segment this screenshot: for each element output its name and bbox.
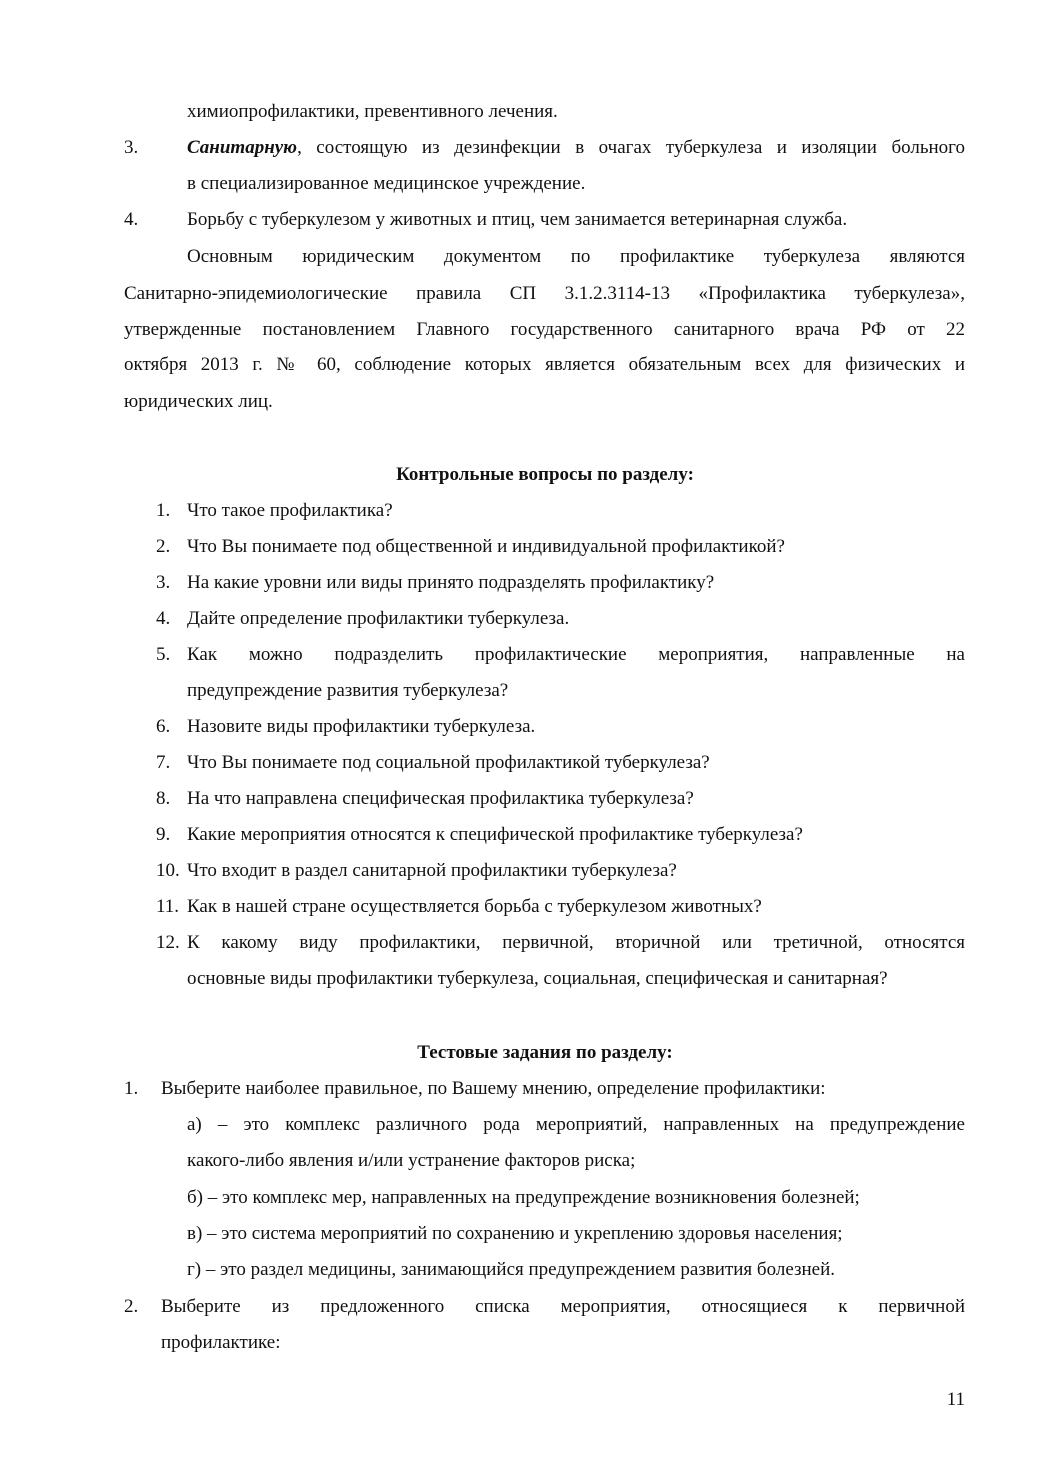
question-item: На какие уровни или виды принято подразделять профилактику? xyxy=(187,572,715,593)
paragraph-line-5: юридических лиц. xyxy=(124,391,273,412)
questions-heading: Контрольные вопросы по разделу: xyxy=(396,464,694,485)
question-item-cont: предупреждение развития туберкулеза? xyxy=(187,680,509,701)
test-question-1: Выберите наиболее правильное, по Вашему мнению, определение профилактики: xyxy=(161,1078,826,1099)
question-number: 4. xyxy=(156,608,171,629)
test-number-1: 1. xyxy=(124,1078,139,1099)
paragraph-line-4: октября 2013 г. № 60, соблюдение которых является обязательным всех для физических и xyxy=(124,354,965,375)
list-number-4: 4. xyxy=(124,209,139,230)
question-item: Какие мероприятия относятся к специфической профилактике туберкулеза? xyxy=(187,824,803,845)
question-number: 11. xyxy=(156,896,180,917)
test-question-2-line-1: Выберите из предложенного списка мероприятия, относящиеся к первичной xyxy=(161,1296,965,1317)
answer-b: б) – это комплекс мер, направленных на предупреждение возникновения болезней; xyxy=(187,1187,860,1208)
intro-item-3-cont: в специализированное медицинское учреждение. xyxy=(187,173,586,194)
question-item-cont: основные виды профилактики туберкулеза, социальная, специфическая и санитарная? xyxy=(187,968,888,989)
question-number: 2. xyxy=(156,536,171,557)
question-number: 6. xyxy=(156,716,171,737)
list-number-3: 3. xyxy=(124,137,139,158)
question-number: 8. xyxy=(156,788,171,809)
answer-a-line-1: а) – это комплекс различного рода мероприятий, направленных на предупреждение xyxy=(187,1114,965,1135)
answer-d: г) – это раздел медицины, занимающийся предупреждением развития болезней. xyxy=(187,1259,836,1280)
question-number: 5. xyxy=(156,644,171,665)
intro-item-3 xyxy=(187,136,965,160)
test-question-2-line-2: профилактике: xyxy=(161,1332,281,1353)
question-number: 1. xyxy=(156,500,171,521)
question-item: Как в нашей стране осуществляется борьба с туберкулезом животных? xyxy=(187,896,762,917)
question-number: 12. xyxy=(156,932,180,953)
question-number: 10. xyxy=(156,860,180,881)
question-item: Как можно подразделить профилактические мероприятия, направленные на xyxy=(187,644,965,665)
paragraph-line-1: Основным юридическим документом по профилактике туберкулеза являются xyxy=(187,246,965,267)
paragraph-line-3: утвержденные постановлением Главного государственного санитарного врача РФ от 22 xyxy=(124,319,965,340)
tests-heading: Тестовые задания по разделу: xyxy=(417,1042,673,1063)
question-item: На что направлена специфическая профилактика туберкулеза? xyxy=(187,788,694,809)
question-item: К какому виду профилактики, первичной, вторичной или третичной, относятся xyxy=(187,932,965,953)
answer-c: в) – это система мероприятий по сохранению и укреплению здоровья населения; xyxy=(187,1223,843,1244)
question-item: Дайте определение профилактики туберкулеза. xyxy=(187,608,570,629)
page-number: 11 xyxy=(946,1389,965,1410)
question-item: Что Вы понимаете под общественной и индивидуальной профилактикой? xyxy=(187,536,785,557)
intro-item-3-rest: , состоящую из дезинфекции в очагах туберкулеза и изоляции больного xyxy=(297,137,965,158)
test-number-2: 2. xyxy=(124,1296,139,1317)
question-item: Назовите виды профилактики туберкулеза. xyxy=(187,716,536,737)
question-item: Что входит в раздел санитарной профилактики туберкулеза? xyxy=(187,860,677,881)
paragraph-line-2: Санитарно-эпидемиологические правила СП 3.1.2.3114-13 «Профилактика туберкулеза», xyxy=(124,283,965,304)
question-item: Что Вы понимаете под социальной профилактикой туберкулеза? xyxy=(187,752,710,773)
intro-line-1: химиопрофилактики, превентивного лечения. xyxy=(187,101,558,122)
intro-item-4: Борьбу с туберкулезом у животных и птиц, чем занимается ветеринарная служба. xyxy=(187,209,848,230)
sanitary-emphasis: Санитарную xyxy=(187,137,298,158)
question-number: 7. xyxy=(156,752,171,773)
question-item: Что такое профилактика? xyxy=(187,500,393,521)
question-number: 9. xyxy=(156,824,171,845)
question-number: 3. xyxy=(156,572,171,593)
answer-a-line-2: какого-либо явления и/или устранение факторов риска; xyxy=(187,1150,636,1171)
